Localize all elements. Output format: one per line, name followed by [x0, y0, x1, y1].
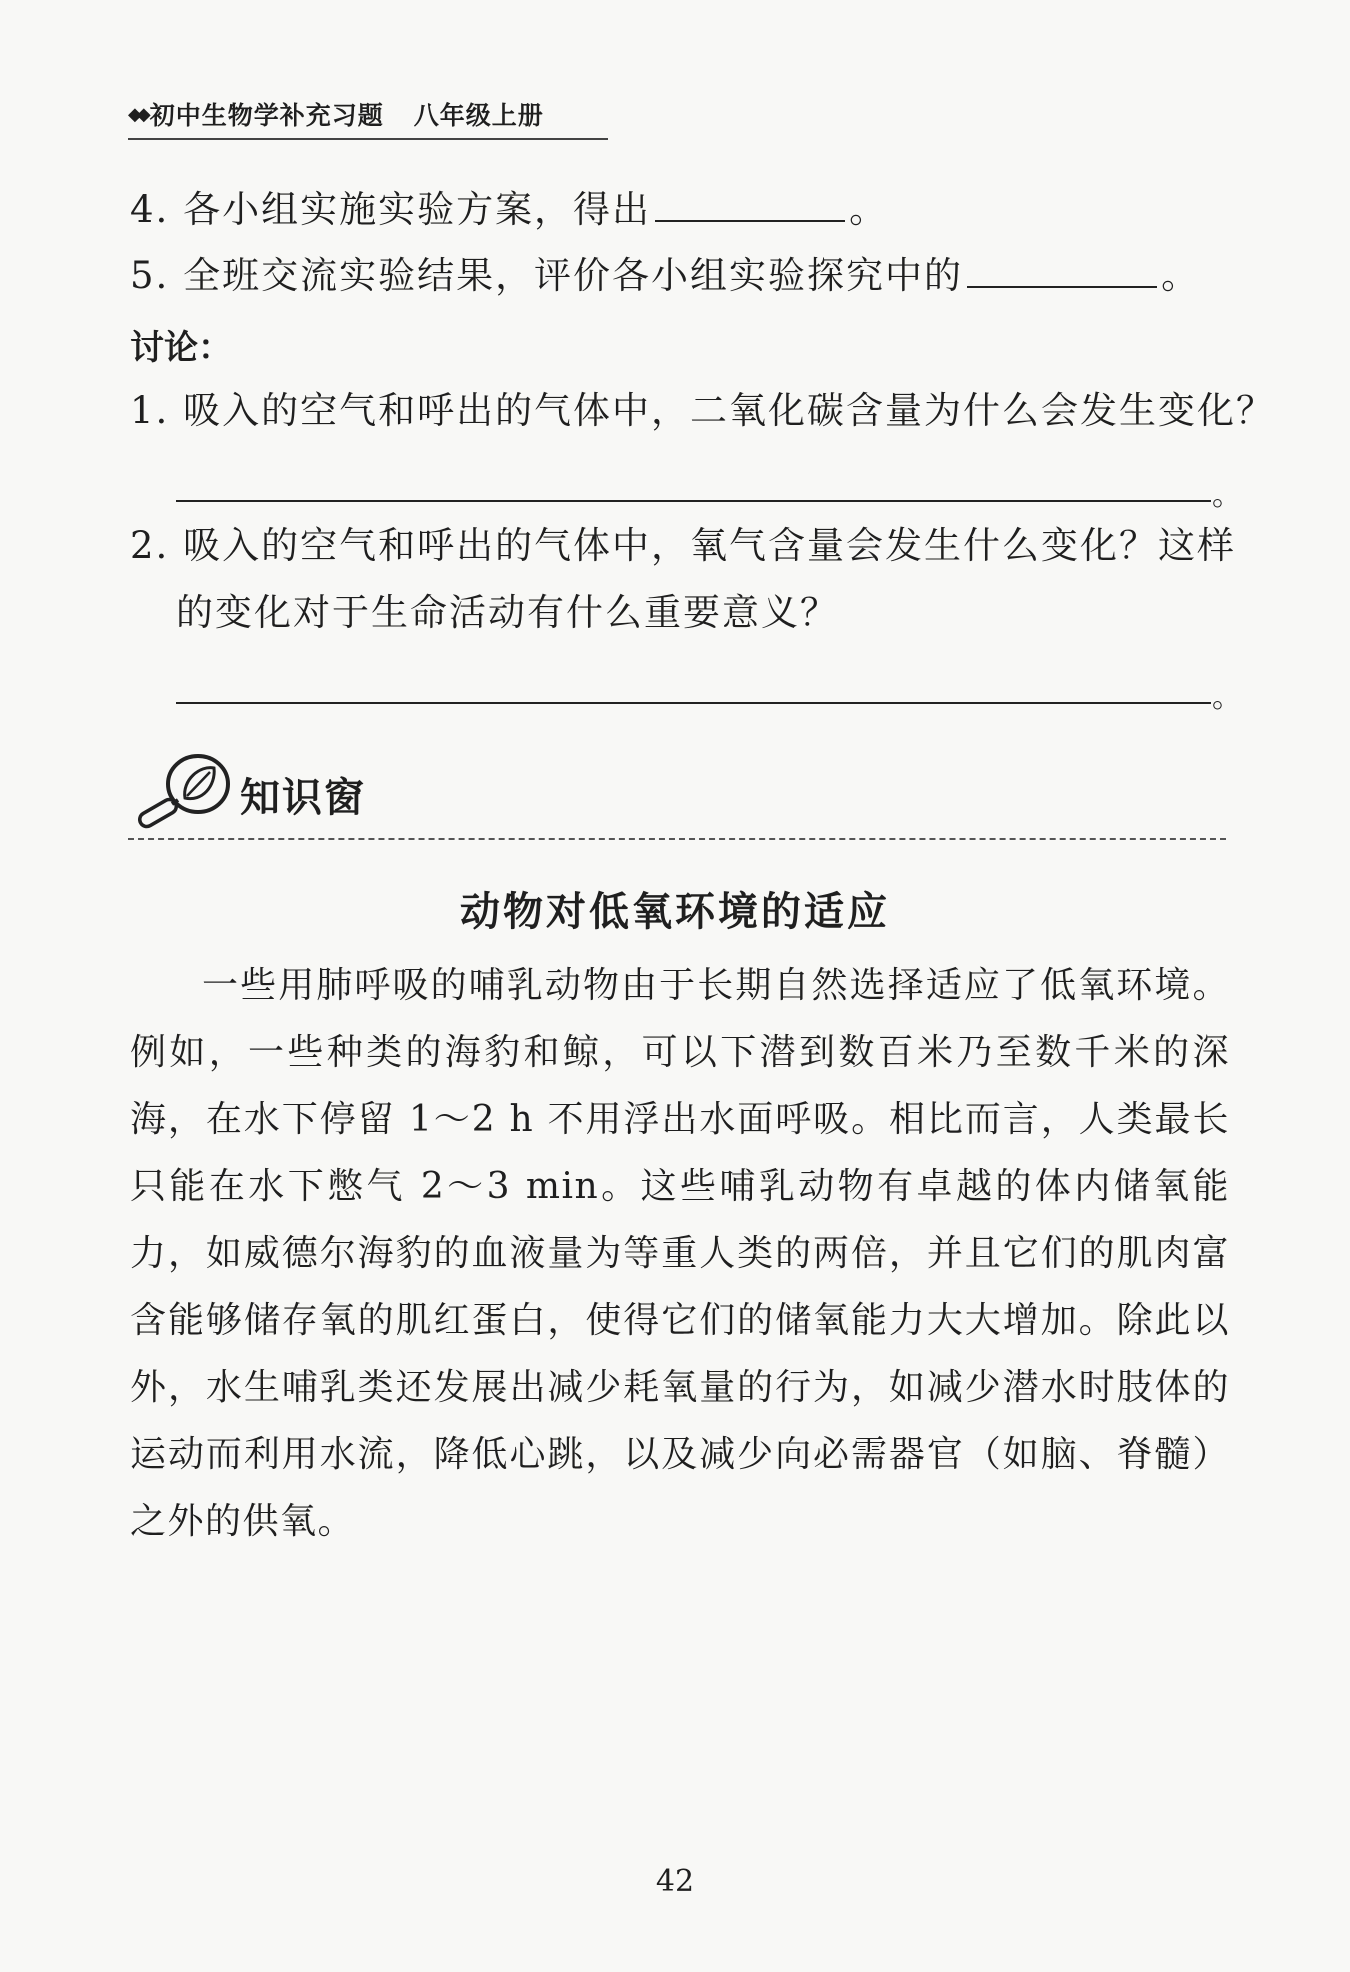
answer-end-1: 。 — [1212, 478, 1242, 513]
knowledge-window-banner — [130, 740, 430, 840]
answer-blank[interactable] — [655, 190, 845, 222]
article-title: 动物对低氧环境的适应 — [460, 889, 890, 935]
page-number: 42 — [655, 1864, 695, 1899]
knowledge-window-label: 知识窗 — [240, 775, 366, 821]
answer-end-2: 。 — [1212, 680, 1242, 715]
question-1: 1. 吸入的空气和呼出的气体中，二氧化碳含量为什么会发生变化？ — [130, 389, 1276, 432]
running-header — [128, 96, 608, 140]
answer-line-2[interactable] — [176, 702, 1211, 704]
question-2-line-1: 2. 吸入的空气和呼出的气体中，氧气含量会发生什么变化？这样 — [130, 524, 1237, 567]
book-title: 初中生物学补充习题 — [149, 101, 384, 130]
grade-label: 八年级上册 — [413, 101, 544, 130]
answer-line-1[interactable] — [176, 500, 1211, 502]
step-4: 4. 各小组实施实验方案，得出 。 — [130, 188, 889, 231]
magnifier-leaf-icon — [130, 740, 240, 840]
question-2-line-2: 的变化对于生命活动有什么重要意义？ — [176, 591, 839, 634]
section-divider — [128, 838, 1226, 840]
step-5: 5. 全班交流实验结果，评价各小组实验探究中的 。 — [130, 254, 1201, 297]
answer-blank[interactable] — [967, 256, 1157, 288]
diamond-icon: ◆◆ — [128, 103, 146, 125]
discussion-label: 讨论： — [130, 328, 232, 368]
article-paragraph: 一些用肺呼吸的哺乳动物由于长期自然选择适应了低氧环境。例如，一些种类的海豹和鲸，可以下潜到数百米乃至数千米的深海，在水下停留 1～2 h 不用浮出水面呼吸。相比而言，人类最长只能在水下憋气 2～3 min。这些哺乳动物有卓越的体内储氧能力，如威德尔海豹的血液量为等重人类的两倍，并且它们的肌肉富含能够储存氧的肌红蛋白，使得它们的储氧能力大大增加。除此以外，水生哺乳类还发展出减少耗氧量的行为，如减少潜水时肢体的运动而利用水流，降低心跳，以及减少向必需器官（如脑、脊髓）之外的供氧。 — [130, 965, 1230, 1542]
